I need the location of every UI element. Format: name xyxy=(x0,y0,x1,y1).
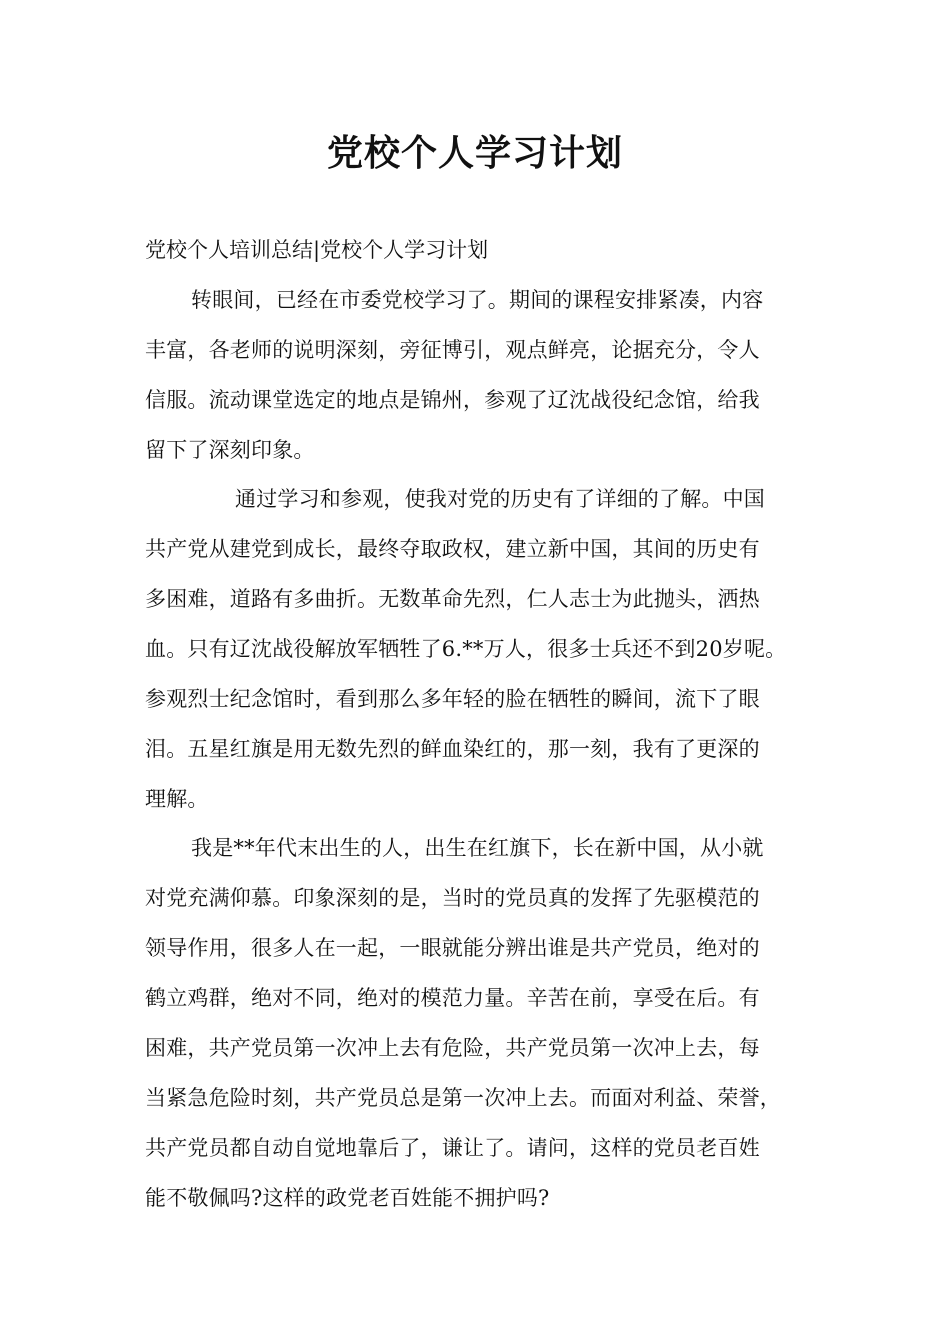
paragraph-line: 信服。流动课堂选定的地点是锦州，参观了辽沈战役纪念馆，给我 xyxy=(145,388,760,412)
paragraph-line: 困难，共产党员第一次冲上去有危险，共产党员第一次冲上去，每 xyxy=(145,1036,760,1060)
page-title: 党校个人学习计划 xyxy=(326,132,623,174)
paragraph-line: 参观烈士纪念馆时，看到那么多年轻的脸在牺牲的瞬间，流下了眼 xyxy=(145,687,760,711)
paragraph-line: 鹤立鸡群，绝对不同，绝对的模范力量。辛苦在前，享受在后。有 xyxy=(145,986,760,1010)
paragraph-line: 理解。 xyxy=(145,787,209,811)
paragraph-line: 共产党从建党到成长，最终夺取政权，建立新中国，其间的历史有 xyxy=(145,537,760,561)
paragraph-line: 转眼间，已经在市委党校学习了。期间的课程安排紧凑，内容 xyxy=(191,288,764,312)
paragraph-line: 能不敬佩吗?这样的政党老百姓能不拥护吗? xyxy=(145,1186,550,1210)
paragraph-line: 通过学习和参观，使我对党的历史有了详细的了解。中国 xyxy=(235,487,765,511)
paragraph-2 xyxy=(145,474,825,824)
paragraph-3 xyxy=(145,823,825,1223)
paragraph-line: 丰富，各老师的说明深刻，旁征博引，观点鲜亮，论据充分，令人 xyxy=(145,338,760,362)
paragraph-line: 血。只有辽沈战役解放军牺牲了6.**万人，很多士兵还不到20岁呢。 xyxy=(145,637,787,661)
paragraph-line: 共产党员都自动自觉地靠后了，谦让了。请问，这样的党员老百姓 xyxy=(145,1136,760,1160)
paragraph-line: 我是**年代末出生的人，出生在红旗下，长在新中国，从小就 xyxy=(191,836,764,860)
paragraph-line: 多困难，道路有多曲折。无数革命先烈，仁人志士为此抛头，洒热 xyxy=(145,587,760,611)
paragraph-line: 对党充满仰慕。印象深刻的是，当时的党员真的发挥了先驱模范的 xyxy=(145,886,760,910)
paragraph-line: 留下了深刻印象。 xyxy=(145,438,315,462)
paragraph-1 xyxy=(145,275,825,475)
paragraph-line: 当紧急危险时刻，共产党员总是第一次冲上去。而面对利益、荣誉， xyxy=(145,1086,781,1110)
paragraph-line: 泪。五星红旗是用无数先烈的鲜血染红的，那一刻，我有了更深的 xyxy=(145,737,760,761)
document-subtitle: 党校个人培训总结|党校个人学习计划 xyxy=(145,238,489,262)
paragraph-line: 领导作用，很多人在一起，一眼就能分辨出谁是共产党员，绝对的 xyxy=(145,936,760,960)
